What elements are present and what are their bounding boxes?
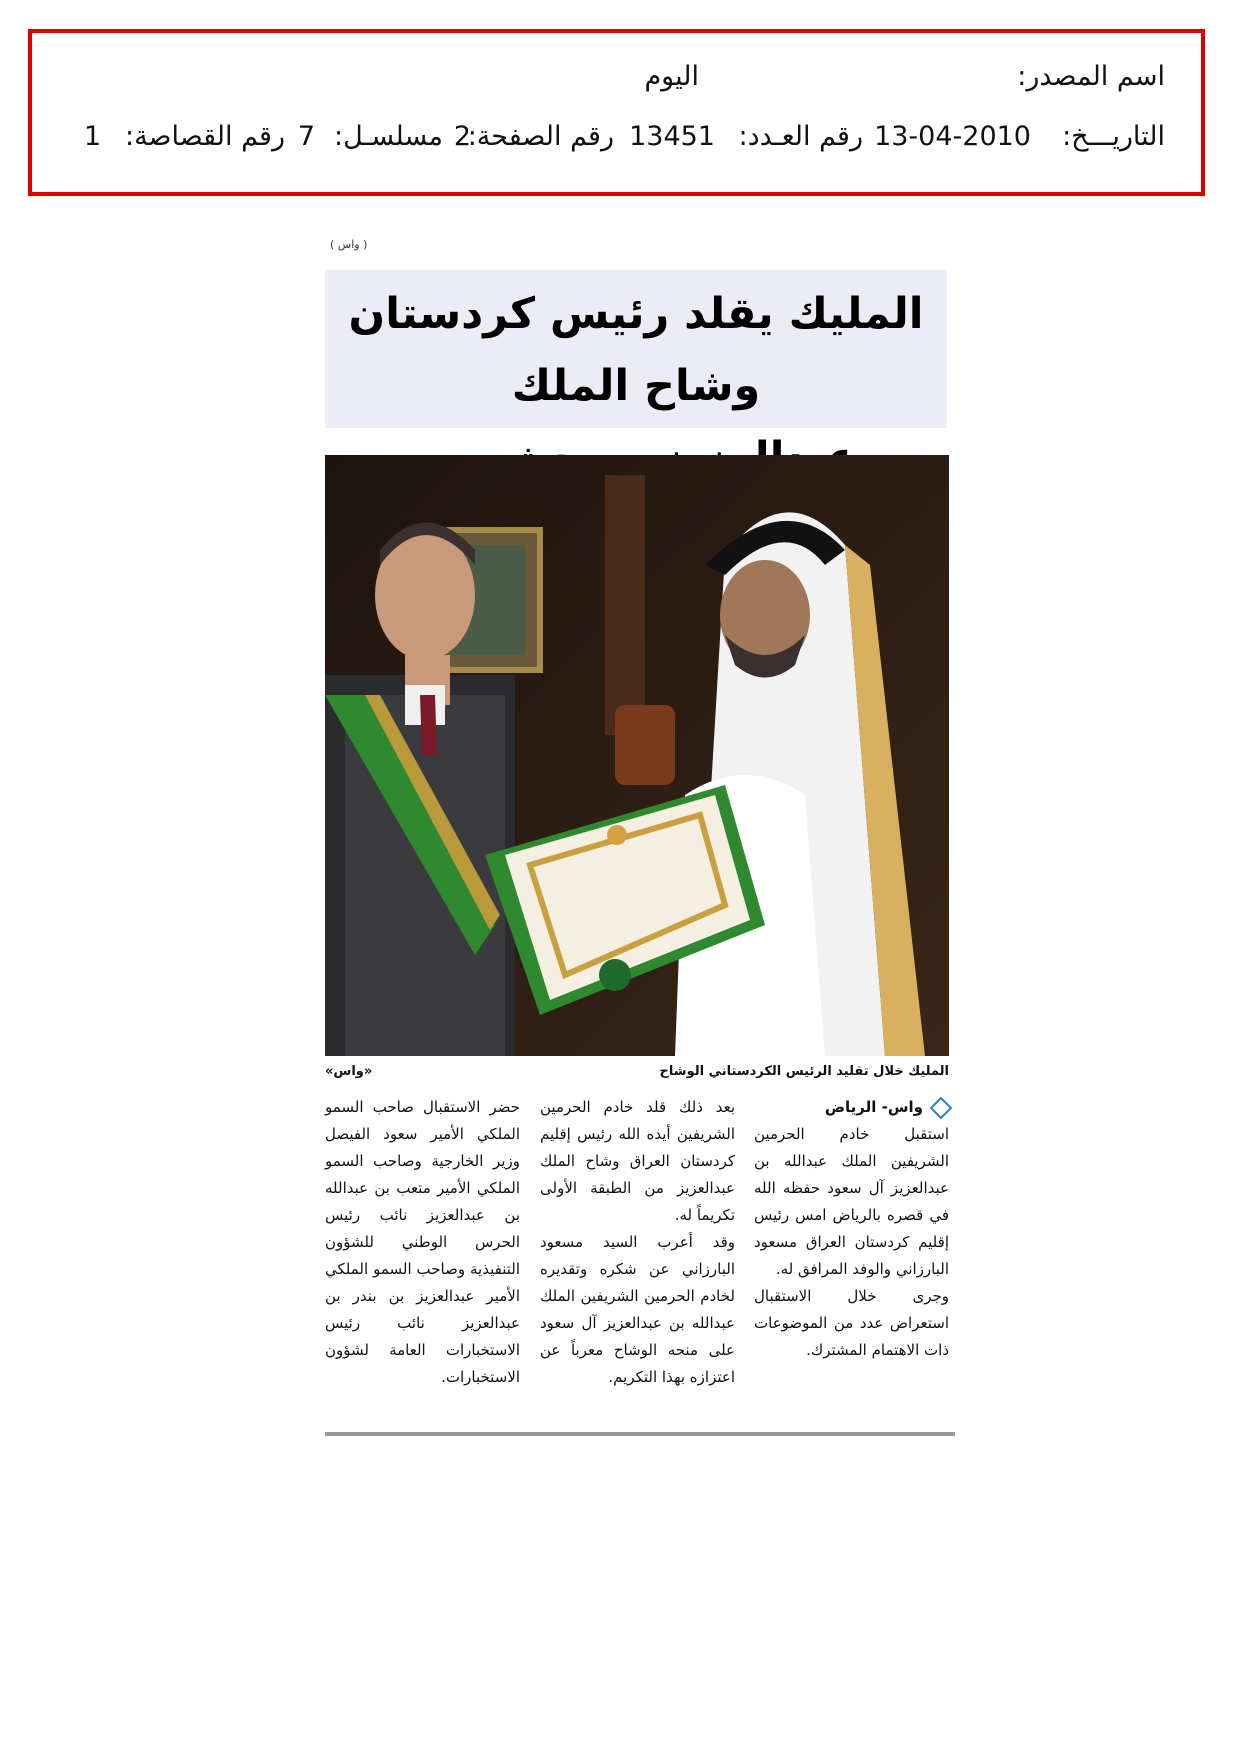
top-byline: ( واس ) xyxy=(330,238,368,251)
article-bottom-rule xyxy=(325,1432,955,1436)
news-photo xyxy=(325,455,949,1056)
source-label: اسم المصدر: xyxy=(1017,61,1165,92)
dateline-text: واس- الرياض xyxy=(824,1098,923,1116)
paragraph: حضر الاستقبال صاحب السمو الملكي الأمير سعود الفيصل وزير الخارجية وصاحب السمو الملكي الأمير متعب بن عبدالله بن عبدالعزيز نائب رئيس الحرس الوطني للشؤون التنفيذية وصاحب السمو الملكي الأمير عبدالعزيز بن بندر بن عبدالعزيز نائب رئيس الاستخبارات العامة لشؤون الاستخبارات. xyxy=(325,1098,520,1386)
date-label: التاريـــخ: xyxy=(1062,121,1165,152)
photo-caption-row xyxy=(325,1064,949,1084)
article-body xyxy=(325,1094,949,1424)
dateline xyxy=(754,1094,949,1121)
article-column-3 xyxy=(325,1094,520,1391)
serial-label: مسلسـل: xyxy=(333,121,443,152)
paragraph: استقبل خادم الحرمين الشريفين الملك عبدالله بن عبدالعزيز آل سعود حفظه الله في قصره بالرياض امس رئيس إقليم كردستان العراق مسعود البارزاني والوفد المرافق له. xyxy=(754,1125,949,1278)
headline-line-1: المليك يقلد رئيس كردستان وشاح الملك xyxy=(348,289,924,411)
date-value: 13-04-2010 xyxy=(874,121,1031,152)
issue-label: رقم العـدد: xyxy=(738,121,863,152)
issue-value: 13451 xyxy=(629,121,715,152)
paragraph: وجرى خلال الاستقبال استعراض عدد من الموضوعات ذات الاهتمام المشترك. xyxy=(754,1287,949,1359)
page-label: رقم الصفحة: xyxy=(467,121,614,152)
paragraph: وقد أعرب السيد مسعود البارزاني عن شكره وتقديره لخادم الحرمين الشريفين الملك عبدالله بن عبدالعزيز آل سعود على منحه الوشاح معرباً عن اعتزازه بهذا التكريم. xyxy=(540,1233,735,1386)
paragraph: بعد ذلك قلد خادم الحرمين الشريفين أيده الله رئيس إقليم كردستان العراق وشاح الملك عبدالعزيز من الطبقة الأولى تكريماً له. xyxy=(540,1098,735,1224)
diamond-bullet-icon xyxy=(930,1096,953,1119)
article-column-2 xyxy=(540,1094,735,1391)
photo-illustration xyxy=(325,455,949,1056)
clip-label: رقم القصاصة: xyxy=(124,121,285,152)
clip-value: 1 xyxy=(83,121,101,152)
headline xyxy=(325,270,947,428)
serial-value: 7 xyxy=(297,121,315,152)
clipping-info-box xyxy=(28,29,1205,196)
photo-caption: المليك خلال تقليد الرئيس الكردستاني الوشاح xyxy=(659,1064,949,1079)
article-column-1 xyxy=(754,1094,949,1364)
page-value: 2 xyxy=(453,121,471,152)
photo-credit: «واس» xyxy=(325,1064,373,1079)
source-value: اليوم xyxy=(644,61,699,92)
